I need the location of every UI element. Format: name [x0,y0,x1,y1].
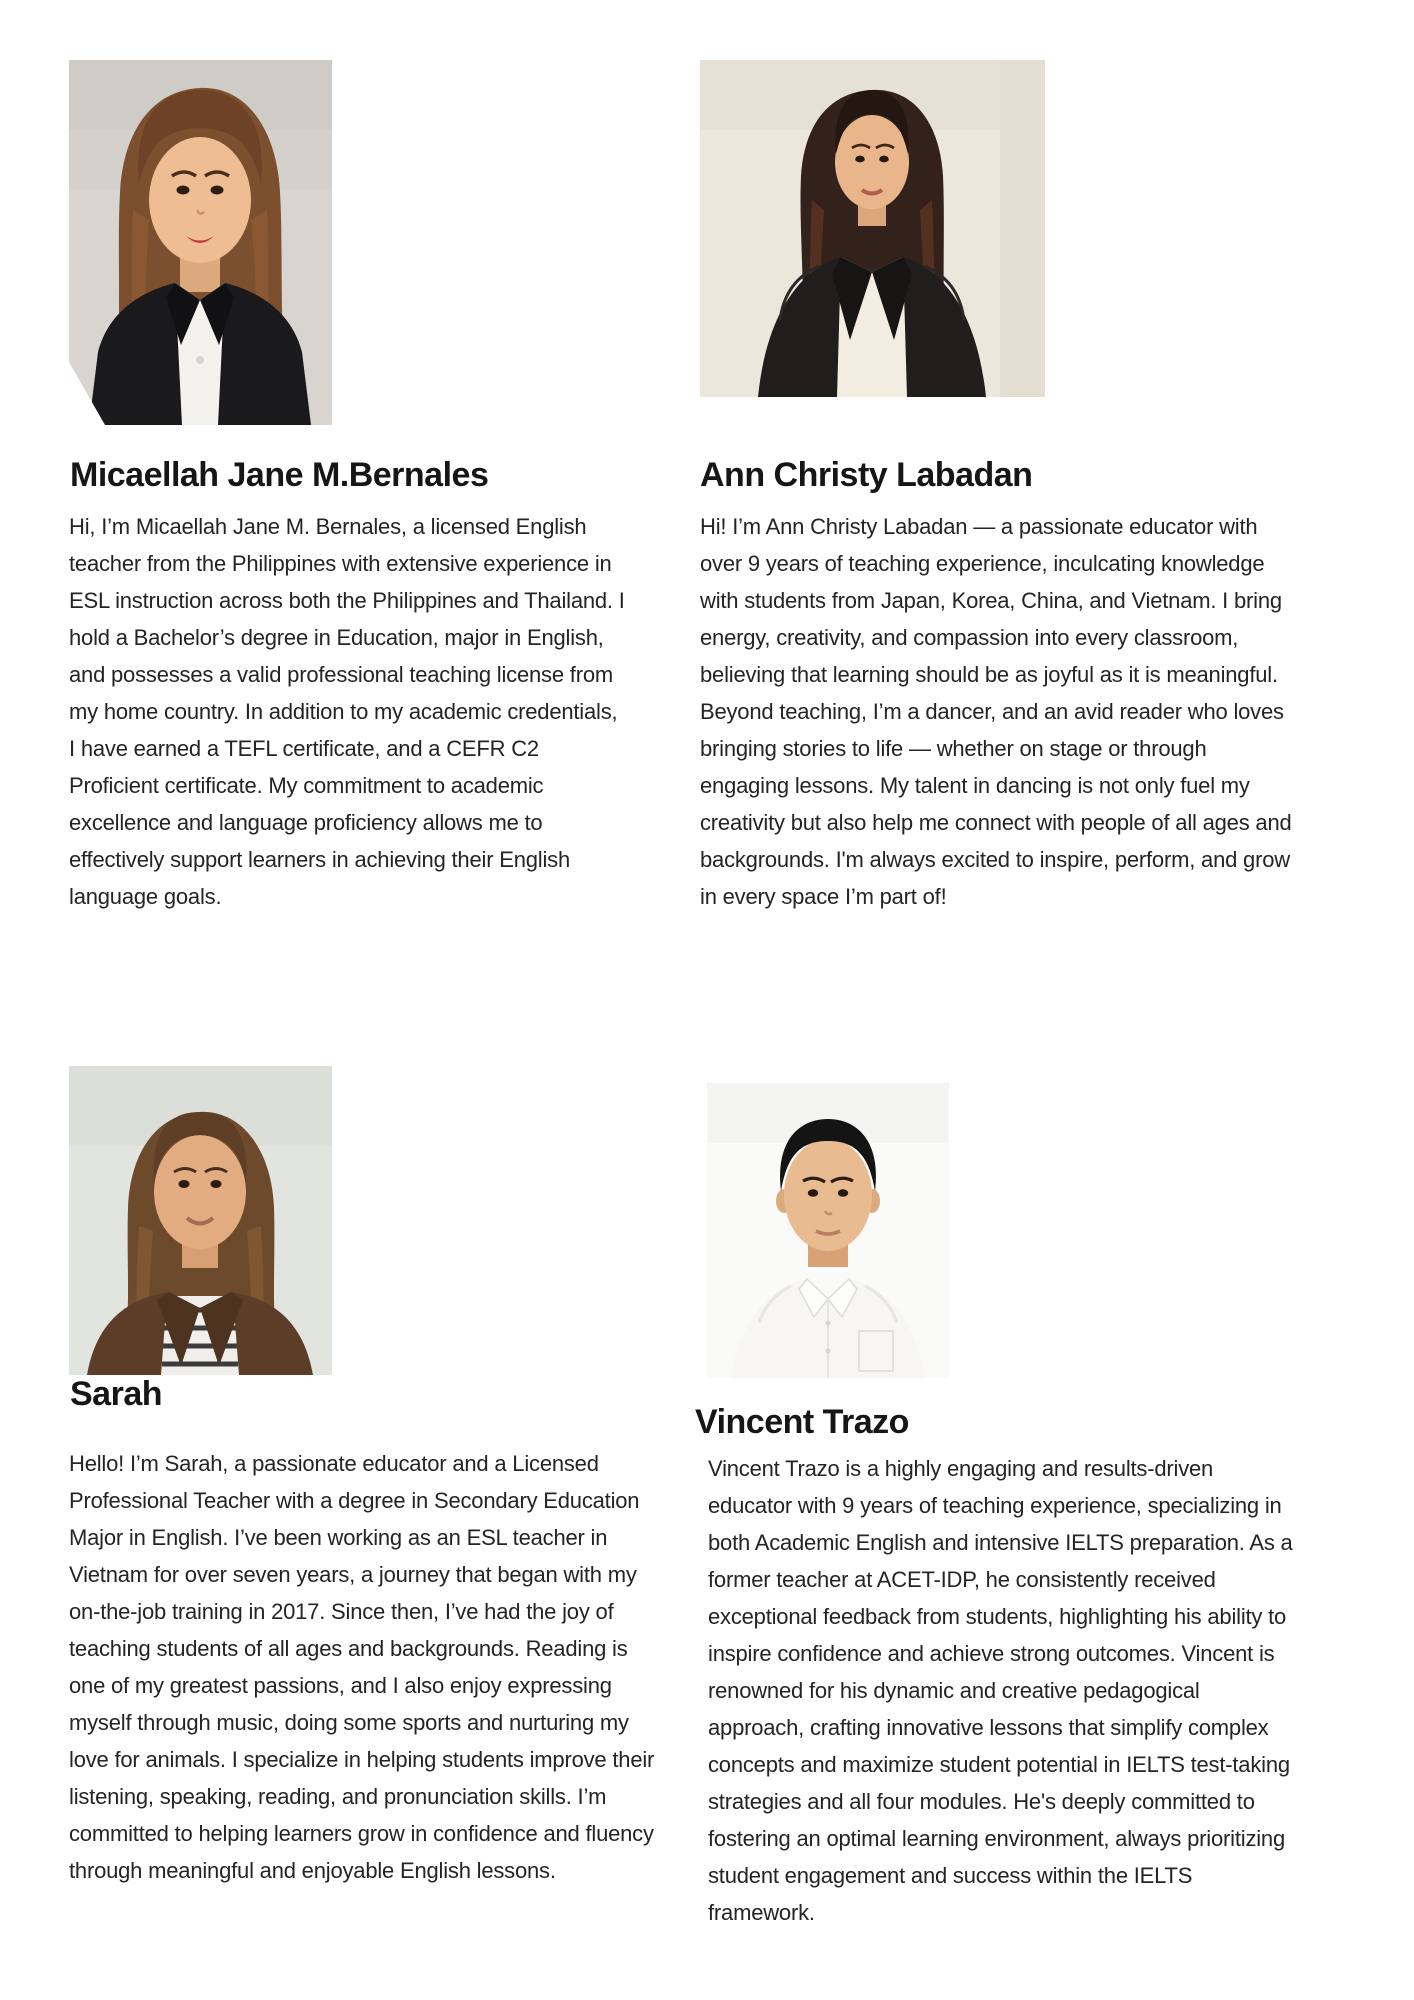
ann-bio [700,508,1300,915]
micaellah-portrait-image [69,60,332,425]
sarah-name-heading: Sarah [70,1375,162,1413]
sarah-photo [69,1066,332,1375]
ann-photo [700,60,1045,397]
vincent-photo [707,1083,949,1378]
ann-bio-paragraph-2: Beyond teaching, I’m a dancer, and an avid reader who loves bringing stories to life — whether on stage or through engaging lessons. My talent in dancing is not only fuel my creativity but also help me connect with people of all ages and backgrounds. I'm always excited to inspire, perform, and grow in every space I’m part of! [700,699,1292,909]
vincent-portrait-image [707,1083,949,1378]
vincent-name-heading: Vincent Trazo [695,1403,909,1441]
sarah-portrait-image [69,1066,332,1375]
sarah-bio-text: Hello! I’m Sarah, a passionate educator and a Licensed Professional Teacher with a degree in Secondary Education Major in English. I’ve been working as an ESL teacher in Vietnam for over seven years, a journey that began with my on-the-job training in 2017. Since then, I’ve had the joy of teaching students of all ages and backgrounds. Reading is one of my greatest passions, and I also enjoy expressing myself through music, doing some sports and nurturing my love for animals. I specialize in helping students improve their listening, speaking, reading, and pronunciation skills. I’m committed to helping learners grow in confidence and fluency through meaningful and enjoyable English lessons. [69,1451,655,1883]
ann-name-heading: Ann Christy Labadan [700,456,1033,494]
micaellah-photo [69,60,332,425]
ann-portrait-image [700,60,1045,397]
micaellah-bio-text: Hi, I’m Micaellah Jane M. Bernales, a licensed English teacher from the Philippines with extensive experience in ESL instruction across both the Philippines and Thailand. I hold a Bachelor’s degree in Education, major in English, and possesses a valid professional teaching license from my home country. In addition to my academic credentials, I have earned a TEFL certificate, and a CEFR C2 Proficient certificate. My commitment to academic excellence and language proficiency allows me to effectively support learners in achieving their English language goals. [69,514,625,909]
ann-bio-paragraph-1: Hi! I’m Ann Christy Labadan — a passionate educator with over 9 years of teaching experience, inculcating knowledge with students from Japan, Korea, China, and Vietnam. I bring energy, creativity, and compassion into every classroom, believing that learning should be as joyful as it is meaningful. [700,514,1282,687]
micaellah-name-heading: Micaellah Jane M.Bernales [70,456,489,494]
vincent-bio-text: Vincent Trazo is a highly engaging and results-driven educator with 9 years of teaching experience, specializing in both Academic English and intensive IELTS preparation. As a former teacher at ACET-IDP, he consistently received exceptional feedback from students, highlighting his ability to inspire confidence and achieve strong outcomes. Vincent is renowned for his dynamic and creative pedagogical approach, crafting innovative lessons that simplify complex concepts and maximize student potential in IELTS test-taking strategies and all four modules. He's deeply committed to fostering an optimal learning environment, always prioritizing student engagement and success within the IELTS framework. [708,1456,1293,1925]
